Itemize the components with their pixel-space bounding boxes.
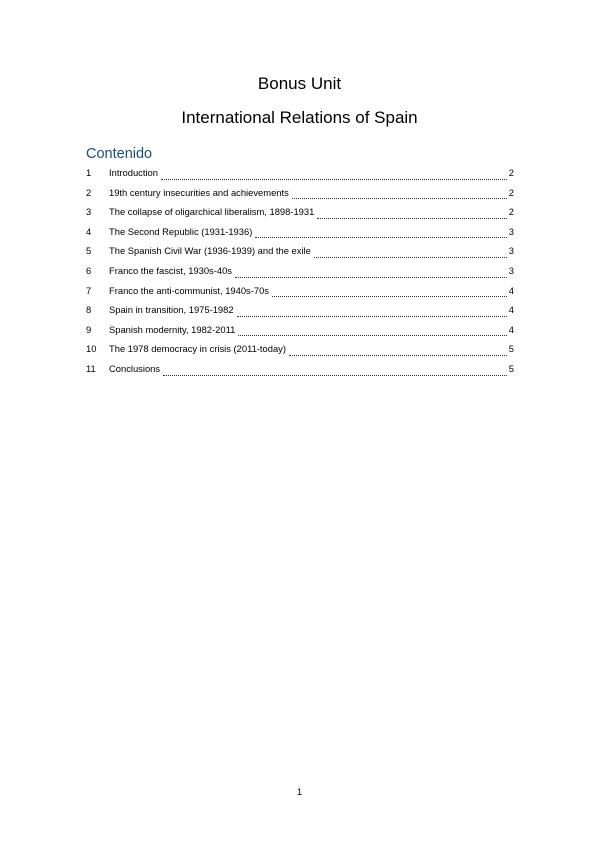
toc-entry-page: 3 bbox=[508, 264, 514, 276]
document-title: Bonus Unit bbox=[257, 74, 342, 93]
toc-entry-number: 10 bbox=[86, 343, 97, 355]
toc-entry-page: 2 bbox=[508, 186, 514, 198]
toc-entry-page: 4 bbox=[508, 284, 514, 296]
document-subtitle: International Relations of Spain bbox=[181, 108, 418, 127]
toc-entry-title: Franco the anti-communist, 1940s-70s bbox=[109, 284, 269, 296]
toc-entry-number: 5 bbox=[86, 245, 92, 257]
toc-entry-title: The 1978 democracy in crisis (2011-today) bbox=[109, 343, 286, 355]
toc-entry[interactable] bbox=[86, 284, 514, 304]
toc-entry-number: 7 bbox=[86, 284, 92, 296]
toc-entry-number: 8 bbox=[86, 304, 92, 316]
toc-entry[interactable] bbox=[86, 205, 514, 225]
toc-entry-number: 2 bbox=[86, 186, 92, 198]
toc-entry[interactable] bbox=[86, 186, 514, 206]
toc-dot-leader bbox=[292, 187, 507, 199]
toc-entry-title: Conclusions bbox=[109, 362, 161, 374]
toc-entry-title: The collapse of oligarchical liberalism, 1898-1931 bbox=[109, 206, 315, 218]
toc-entry-title: Spanish modernity, 1982-2011 bbox=[109, 323, 236, 335]
toc-entry-title: Introduction bbox=[109, 167, 158, 178]
toc-entry-number: 9 bbox=[86, 323, 92, 335]
toc-entry-page: 5 bbox=[508, 343, 514, 355]
toc-entry[interactable] bbox=[86, 303, 514, 323]
toc-entry-number: 4 bbox=[86, 225, 92, 237]
toc-entry-title: Spain in transition, 1975-1982 bbox=[109, 304, 234, 316]
toc-entry[interactable] bbox=[86, 244, 514, 264]
toc-entry-title: The Spanish Civil War (1936-1939) and the exile bbox=[109, 245, 311, 257]
toc-entry-number: 1 bbox=[86, 167, 92, 178]
toc-dot-leader bbox=[272, 285, 507, 297]
toc-entry-page: 4 bbox=[508, 304, 514, 316]
toc-entry-page: 4 bbox=[508, 323, 514, 335]
toc-heading: Contenido bbox=[86, 146, 153, 162]
toc-dot-leader bbox=[289, 344, 507, 356]
toc-entry-page: 2 bbox=[508, 206, 514, 218]
toc-entry-page: 2 bbox=[508, 167, 514, 178]
toc-dot-leader bbox=[163, 364, 507, 376]
toc-entry[interactable] bbox=[86, 362, 514, 382]
toc-entry[interactable] bbox=[86, 166, 514, 186]
toc-entry-number: 6 bbox=[86, 264, 92, 276]
toc-entry-title: 19th century insecurities and achievements bbox=[109, 186, 289, 198]
toc-entry[interactable] bbox=[86, 264, 514, 284]
toc-entry[interactable] bbox=[86, 225, 514, 245]
toc-entry-page: 3 bbox=[508, 245, 514, 257]
toc-entry-page: 3 bbox=[508, 225, 514, 237]
toc-entry-number: 11 bbox=[86, 362, 96, 374]
toc-dot-leader bbox=[235, 266, 507, 278]
page-number: 1 bbox=[296, 787, 303, 798]
toc-dot-leader bbox=[255, 226, 506, 238]
toc-dot-leader bbox=[237, 305, 507, 317]
table-of-contents bbox=[86, 166, 514, 382]
toc-entry-title: The Second Republic (1931-1936) bbox=[109, 225, 253, 237]
toc-dot-leader bbox=[317, 207, 506, 219]
toc-entry[interactable] bbox=[86, 342, 514, 362]
toc-entry-number: 3 bbox=[86, 206, 92, 218]
toc-dot-leader bbox=[238, 324, 506, 336]
toc-dot-leader bbox=[314, 246, 507, 258]
toc-dot-leader bbox=[161, 168, 507, 180]
toc-entry-title: Franco the fascist, 1930s-40s bbox=[109, 264, 232, 276]
toc-entry-page: 5 bbox=[508, 362, 514, 374]
toc-entry[interactable] bbox=[86, 323, 514, 343]
